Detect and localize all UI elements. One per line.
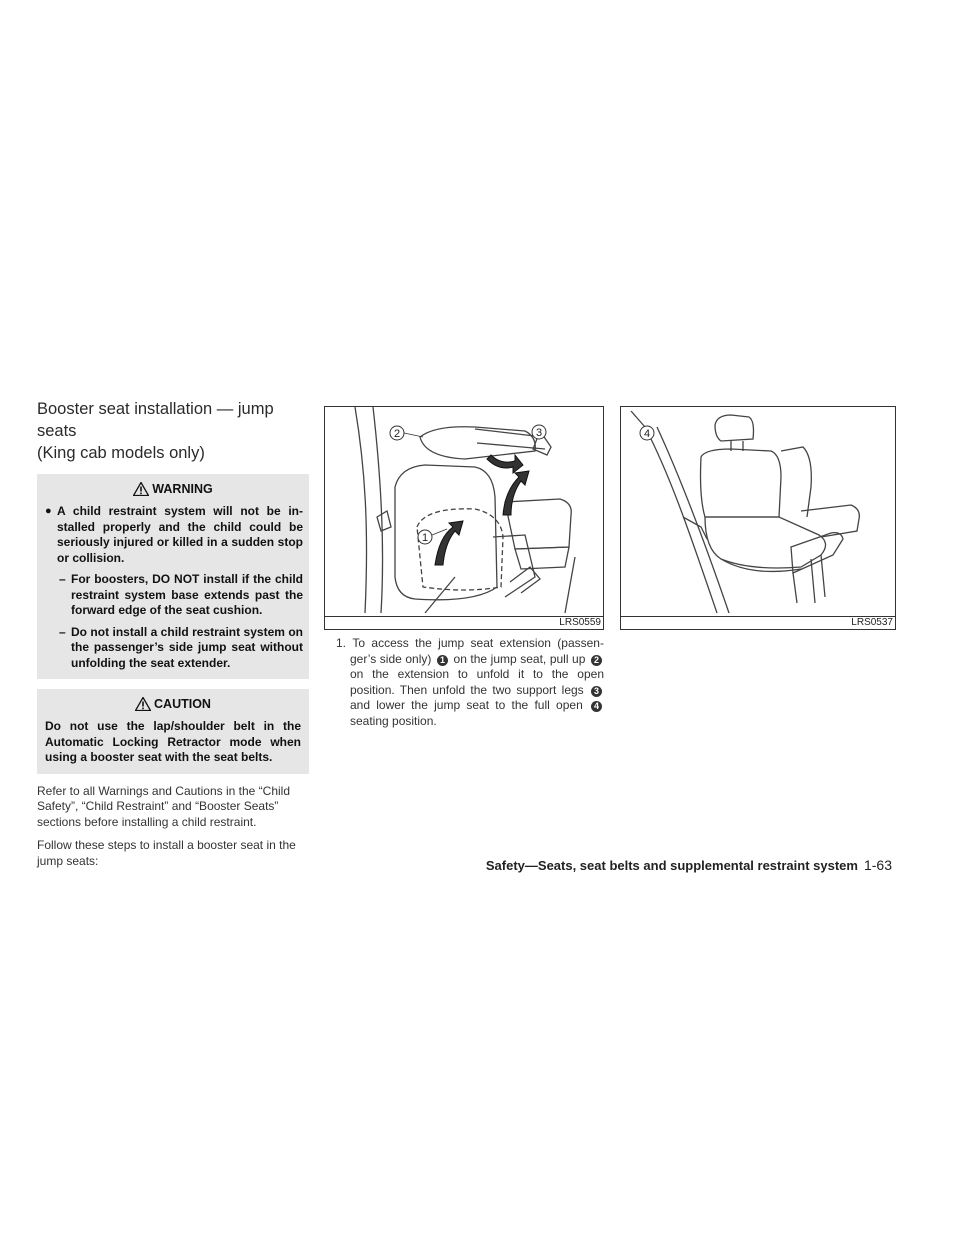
warning-bullet-text: A child restraint system will not be in-stalled properly and the child could be seriously injured or killed in a sudden stop or collision.	[57, 504, 303, 565]
caution-heading-text: CAUTION	[154, 697, 211, 711]
callout-badge-4: 4	[591, 701, 602, 712]
warning-dash-item	[45, 625, 303, 672]
page-footer	[430, 857, 892, 873]
steps-intro-paragraph: Follow these steps to install a booster seat in the jump seats:	[37, 838, 296, 868]
refer-paragraph: Refer to all Warnings and Cautions in the “Child Safety”, “Child Restraint” and “Booster Seats” sections before installing a child restraint.	[37, 783, 291, 829]
jump-seat-extension-illustration	[325, 407, 603, 615]
callout-badge-1: 1	[437, 655, 448, 666]
step-text: on the jump seat, pull up	[453, 651, 586, 666]
step-1	[324, 636, 604, 729]
callout-3: 3	[535, 427, 543, 439]
bullet-icon: ●	[45, 505, 52, 517]
warning-dash-text: Do not install a child restraint system on the passenger’s side jump seat without unfolding the seat extender.	[71, 624, 303, 670]
caution-text: Do not use the lap/shoulder belt in the Automatic Locking Retractor mode when using a booster seat with the seat belts.	[45, 719, 301, 764]
left-column	[37, 398, 309, 877]
figure-code: LRS0537	[851, 617, 893, 628]
warning-heading-text: WARNING	[152, 482, 213, 496]
warning-dash-text: For boosters, DO NOT install if the child restraint system base extends past the forward edge of the seat cushion.	[71, 572, 303, 617]
callout-badge-2: 2	[591, 655, 602, 666]
section-title	[37, 398, 309, 464]
figure-jump-seat-open	[620, 406, 896, 630]
section-title-line1: Booster seat installation — jump seats	[37, 400, 274, 440]
step-text: on the extension to unfold it to the open position. Then unfold the two support legs	[350, 667, 604, 697]
jump-seat-open-illustration	[621, 407, 895, 615]
callout-2: 2	[393, 428, 401, 440]
step-text: To access the jump seat extension (passen-ger’s side only)	[350, 636, 604, 666]
caution-box	[37, 689, 309, 774]
dash-icon: –	[59, 624, 66, 639]
caution-heading	[37, 689, 309, 715]
middle-column	[324, 406, 604, 741]
callout-1: 1	[421, 532, 429, 544]
warning-heading	[37, 474, 309, 500]
callout-badge-3: 3	[591, 686, 602, 697]
step-text: and lower the jump seat to the full open	[350, 698, 583, 712]
figure-jump-seat-extension	[324, 406, 604, 630]
warning-box	[37, 474, 309, 679]
dash-icon: –	[59, 572, 66, 586]
warning-icon	[133, 482, 149, 496]
warning-body	[37, 500, 309, 671]
callout-4: 4	[643, 428, 651, 440]
page-number: 1-63	[863, 857, 892, 873]
step-text: seating position.	[350, 713, 437, 728]
warning-bullet	[45, 504, 303, 566]
right-column	[620, 406, 896, 630]
footer-section-title: Safety—Seats, seat belts and supplemental restraint system	[485, 858, 858, 873]
warning-dash-item	[45, 572, 303, 619]
step-number: 1.	[336, 636, 347, 650]
figure-code: LRS0559	[559, 617, 601, 628]
section-title-line2: (King cab models only)	[37, 444, 205, 462]
caution-icon	[135, 697, 151, 711]
